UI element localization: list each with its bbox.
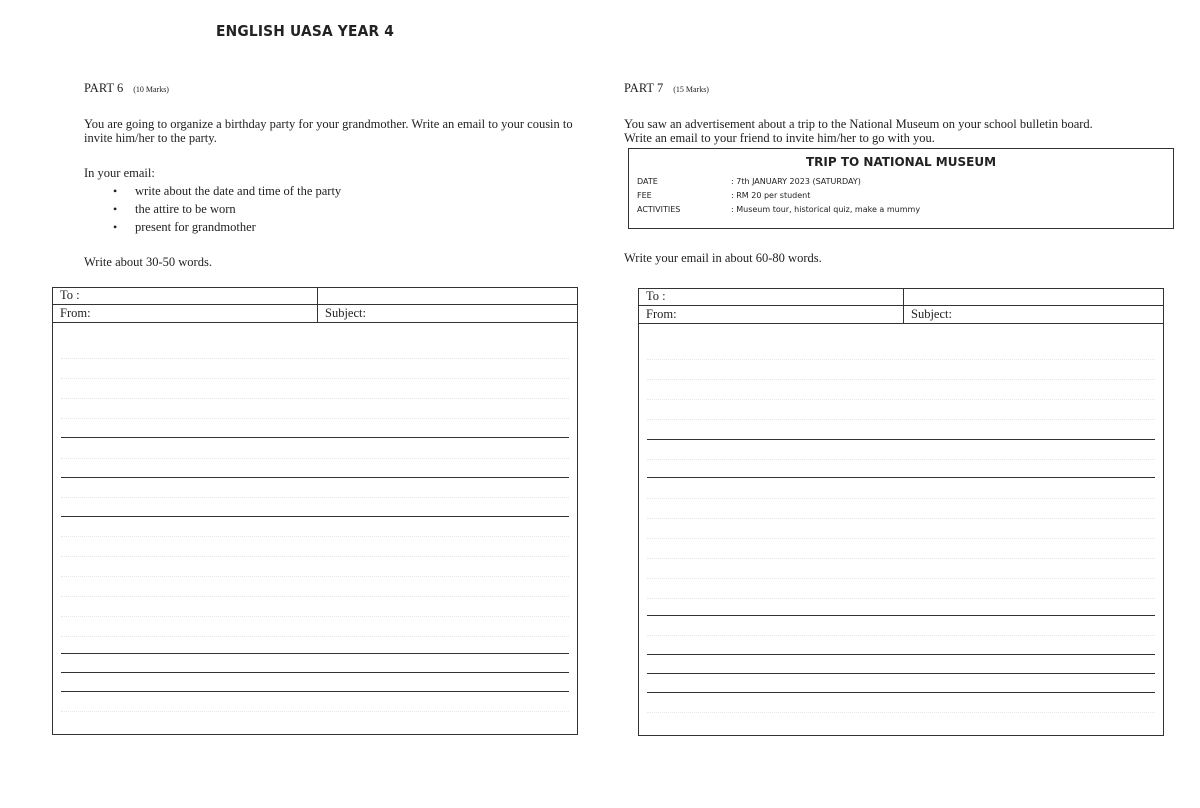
part7-guide-line [647,598,1155,599]
part6-guide-line [61,556,569,557]
part7-from-label: From: [646,307,677,321]
part7-word-count: Write your email in about 60-80 words. [624,251,822,265]
part6-guide-line [61,596,569,597]
part7-writing-line [647,654,1155,655]
part6-bullet-list [84,182,341,236]
part6-guide-line [61,378,569,379]
part6-title: PART 6 [84,81,124,95]
part6-guide-line [61,636,569,637]
part6-writing-line [61,477,569,478]
part6-guide-line [61,358,569,359]
part7-guide-line [647,359,1155,360]
part6-writing-line [61,437,569,438]
advert-activities-label: ACTIVITIES [637,205,681,214]
advert-fee-value: : RM 20 per student [731,191,811,200]
part6-from-row [53,304,577,323]
part6-email-form [52,287,578,735]
advert-date-value: : 7th JANUARY 2023 (SATURDAY) [731,177,861,186]
part7-subject-label: Subject: [911,307,952,321]
advert-row-fee [637,191,1017,201]
advert-row-date [637,177,1017,187]
part6-guide-line [61,398,569,399]
part6-bullet-1: • write about the date and time of the party [84,182,341,200]
part6-guide-line [61,576,569,577]
advert-title: TRIP TO NATIONAL MUSEUM [805,155,997,169]
page-title: ENGLISH UASA YEAR 4 [216,22,395,40]
part7-guide-line [647,419,1155,420]
advert-fee-label: FEE [637,191,652,200]
advert-row-activities [637,205,1017,215]
part7-email-form [638,288,1164,736]
part7-guide-line [647,399,1155,400]
part7-guide-line [647,379,1155,380]
part7-guide-line [647,635,1155,636]
part7-writing-line [647,615,1155,616]
part6-marks: (10 Marks) [133,85,169,94]
advert-date-label: DATE [637,177,658,186]
part7-instruction: You saw an advertisement about a trip to the National Museum on your school bulletin board. Write an email to your friend to invite him/her to go with you. [624,117,1093,145]
part7-to-label: To : [646,289,666,303]
part6-guide-line [61,711,569,712]
part6-from-label: From: [60,306,91,320]
part6-instruction: You are going to organize a birthday party for your grandmother. Write an email to your cousin to invite him/her to the party. [84,117,573,145]
part7-guide-line [647,538,1155,539]
part7-to-row [639,289,1163,306]
part7-guide-line [647,498,1155,499]
part7-column-divider [903,289,904,323]
part6-to-row [53,288,577,305]
part6-guide-line [61,418,569,419]
part7-guide-line [647,459,1155,460]
part6-to-label: To : [60,288,80,302]
part6-writing-line [61,672,569,673]
part6-bullet-3: • present for grandmother [84,218,341,236]
part7-heading [624,81,709,96]
part7-marks: (15 Marks) [673,85,709,94]
part7-title: PART 7 [624,81,664,95]
part7-from-row [639,305,1163,324]
part7-writing-line [647,477,1155,478]
advert-activities-value: : Museum tour, historical quiz, make a mummy [731,205,921,214]
part6-guide-line [61,616,569,617]
part6-writing-line [61,516,569,517]
advert-box [628,148,1174,229]
part7-guide-line [647,712,1155,713]
part7-writing-line [647,673,1155,674]
part6-writing-line [61,691,569,692]
part7-guide-line [647,578,1155,579]
part6-guide-line [61,497,569,498]
part7-guide-line [647,518,1155,519]
part7-writing-line [647,692,1155,693]
part6-subject-label: Subject: [325,306,366,320]
part6-column-divider [317,288,318,322]
part6-bullet-2: • the attire to be worn [84,200,341,218]
part6-word-count: Write about 30-50 words. [84,255,212,269]
part6-heading [84,81,169,96]
part6-in-your-email: In your email: [84,166,155,180]
part7-guide-line [647,558,1155,559]
part6-writing-line [61,653,569,654]
part7-writing-line [647,439,1155,440]
part6-guide-line [61,458,569,459]
part6-guide-line [61,536,569,537]
